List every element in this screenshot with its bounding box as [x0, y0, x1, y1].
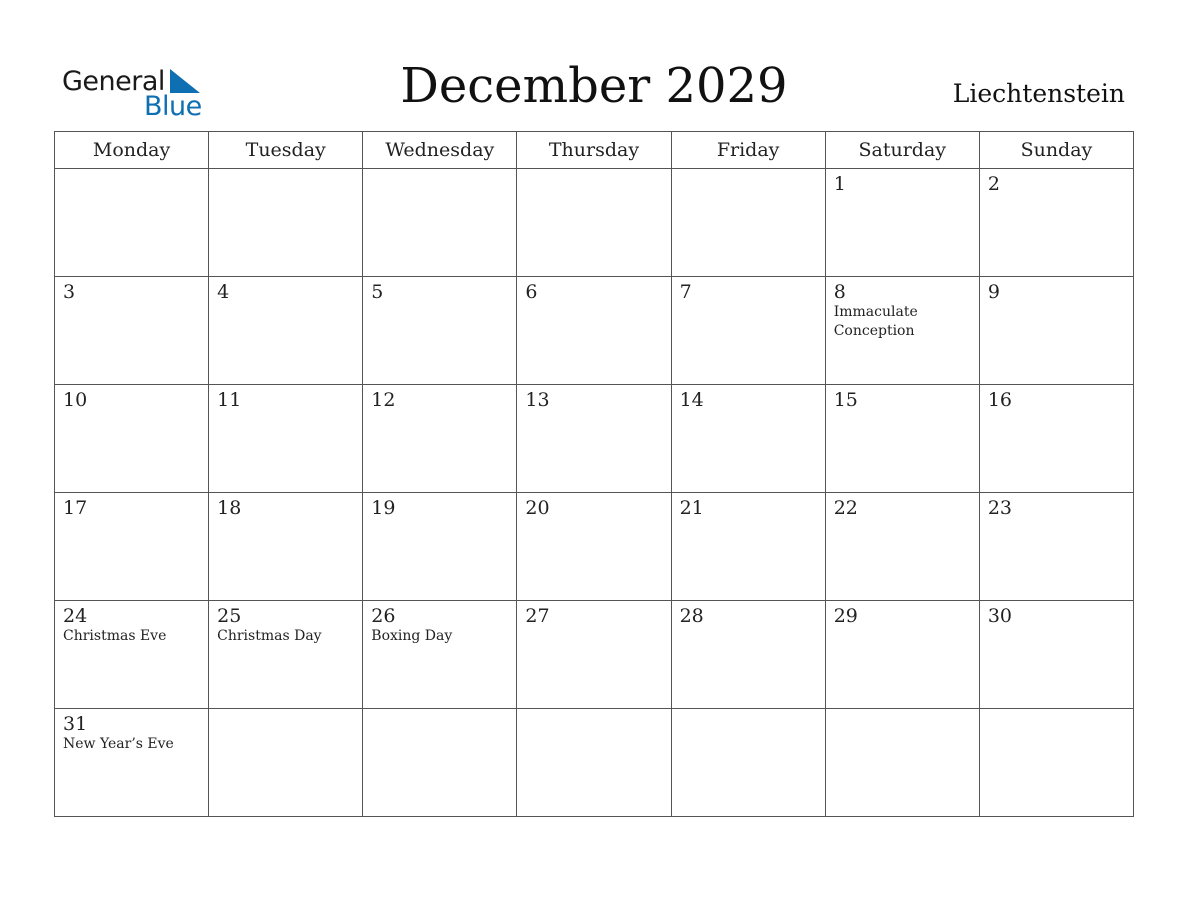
day-cell [517, 385, 671, 493]
day-number: 3 [63, 281, 76, 303]
day-number: 17 [63, 497, 88, 519]
holiday-label: Boxing Day [371, 628, 453, 644]
day-cell [825, 601, 979, 709]
logo-word-blue: Blue [144, 91, 202, 122]
day-cell [979, 385, 1133, 493]
weekday-header-row [55, 132, 1134, 169]
day-number: 31 [63, 713, 88, 735]
day-cell [979, 277, 1133, 385]
day-cell [671, 601, 825, 709]
weekday-header: Friday [671, 132, 825, 169]
day-cell [209, 493, 363, 601]
weekday-header: Tuesday [209, 132, 363, 169]
week-row [55, 277, 1134, 385]
day-number: 16 [987, 389, 1013, 411]
week-row [55, 169, 1134, 277]
day-cell [363, 709, 517, 817]
day-number: 2 [987, 173, 1000, 195]
day-number: 4 [217, 281, 230, 303]
day-cell [979, 709, 1133, 817]
day-cell [825, 493, 979, 601]
day-cell [55, 169, 209, 277]
weekday-header: Sunday [979, 132, 1133, 169]
day-number: 5 [371, 281, 384, 303]
day-number: 1 [833, 173, 846, 195]
day-number: 9 [987, 281, 1000, 303]
day-cell [979, 169, 1133, 277]
day-cell [825, 277, 979, 385]
week-row [55, 493, 1134, 601]
week-row [55, 385, 1134, 493]
day-cell [517, 169, 671, 277]
holiday-label: Christmas Day [217, 628, 322, 644]
weekday-header: Thursday [517, 132, 671, 169]
day-cell [55, 601, 209, 709]
day-cell [825, 169, 979, 277]
day-cell [209, 601, 363, 709]
day-number: 12 [371, 389, 396, 411]
day-cell [517, 277, 671, 385]
day-number: 18 [217, 497, 242, 519]
day-cell [209, 385, 363, 493]
day-number: 24 [63, 605, 88, 627]
day-number: 10 [63, 389, 88, 411]
weekday-header: Wednesday [363, 132, 517, 169]
day-number: 25 [217, 605, 242, 627]
day-number: 21 [679, 497, 704, 519]
day-number: 27 [525, 605, 550, 627]
weekday-header: Monday [55, 132, 209, 169]
day-number: 28 [679, 605, 704, 627]
day-number: 22 [833, 497, 858, 519]
week-row [55, 601, 1134, 709]
day-cell [209, 709, 363, 817]
day-cell [825, 385, 979, 493]
day-cell [209, 169, 363, 277]
day-number: 8 [833, 281, 846, 303]
week-row [55, 709, 1134, 817]
day-number: 20 [525, 497, 550, 519]
day-number: 7 [679, 281, 692, 303]
day-cell [517, 709, 671, 817]
day-cell [55, 493, 209, 601]
calendar-title: December 2029 [400, 58, 788, 114]
day-cell [517, 601, 671, 709]
day-number: 11 [217, 389, 242, 411]
day-number: 26 [371, 605, 396, 627]
day-cell [979, 601, 1133, 709]
day-cell [671, 709, 825, 817]
holiday-label: Immaculate Conception [833, 304, 918, 339]
holiday-label: New Year’s Eve [63, 736, 174, 752]
day-cell [363, 385, 517, 493]
day-cell [363, 277, 517, 385]
day-cell [55, 277, 209, 385]
day-cell [671, 493, 825, 601]
country-name: Liechtenstein [952, 79, 1125, 108]
day-number: 14 [679, 389, 704, 411]
day-number: 6 [525, 281, 538, 303]
holiday-label: Christmas Eve [63, 628, 167, 644]
day-cell [825, 709, 979, 817]
day-cell [671, 277, 825, 385]
day-cell [979, 493, 1133, 601]
day-number: 13 [525, 389, 550, 411]
day-cell [209, 277, 363, 385]
weekday-header: Saturday [825, 132, 979, 169]
day-cell [671, 169, 825, 277]
calendar-grid [54, 131, 1134, 817]
day-number: 19 [371, 497, 396, 519]
day-number: 30 [987, 605, 1013, 627]
day-cell [363, 493, 517, 601]
day-number: 23 [987, 497, 1013, 519]
day-cell [363, 169, 517, 277]
day-cell [363, 601, 517, 709]
day-cell [55, 385, 209, 493]
day-number: 15 [833, 389, 858, 411]
day-cell [517, 493, 671, 601]
day-number: 29 [833, 605, 858, 627]
day-cell [671, 385, 825, 493]
day-cell [55, 709, 209, 817]
logo-word-general: General [62, 66, 165, 97]
